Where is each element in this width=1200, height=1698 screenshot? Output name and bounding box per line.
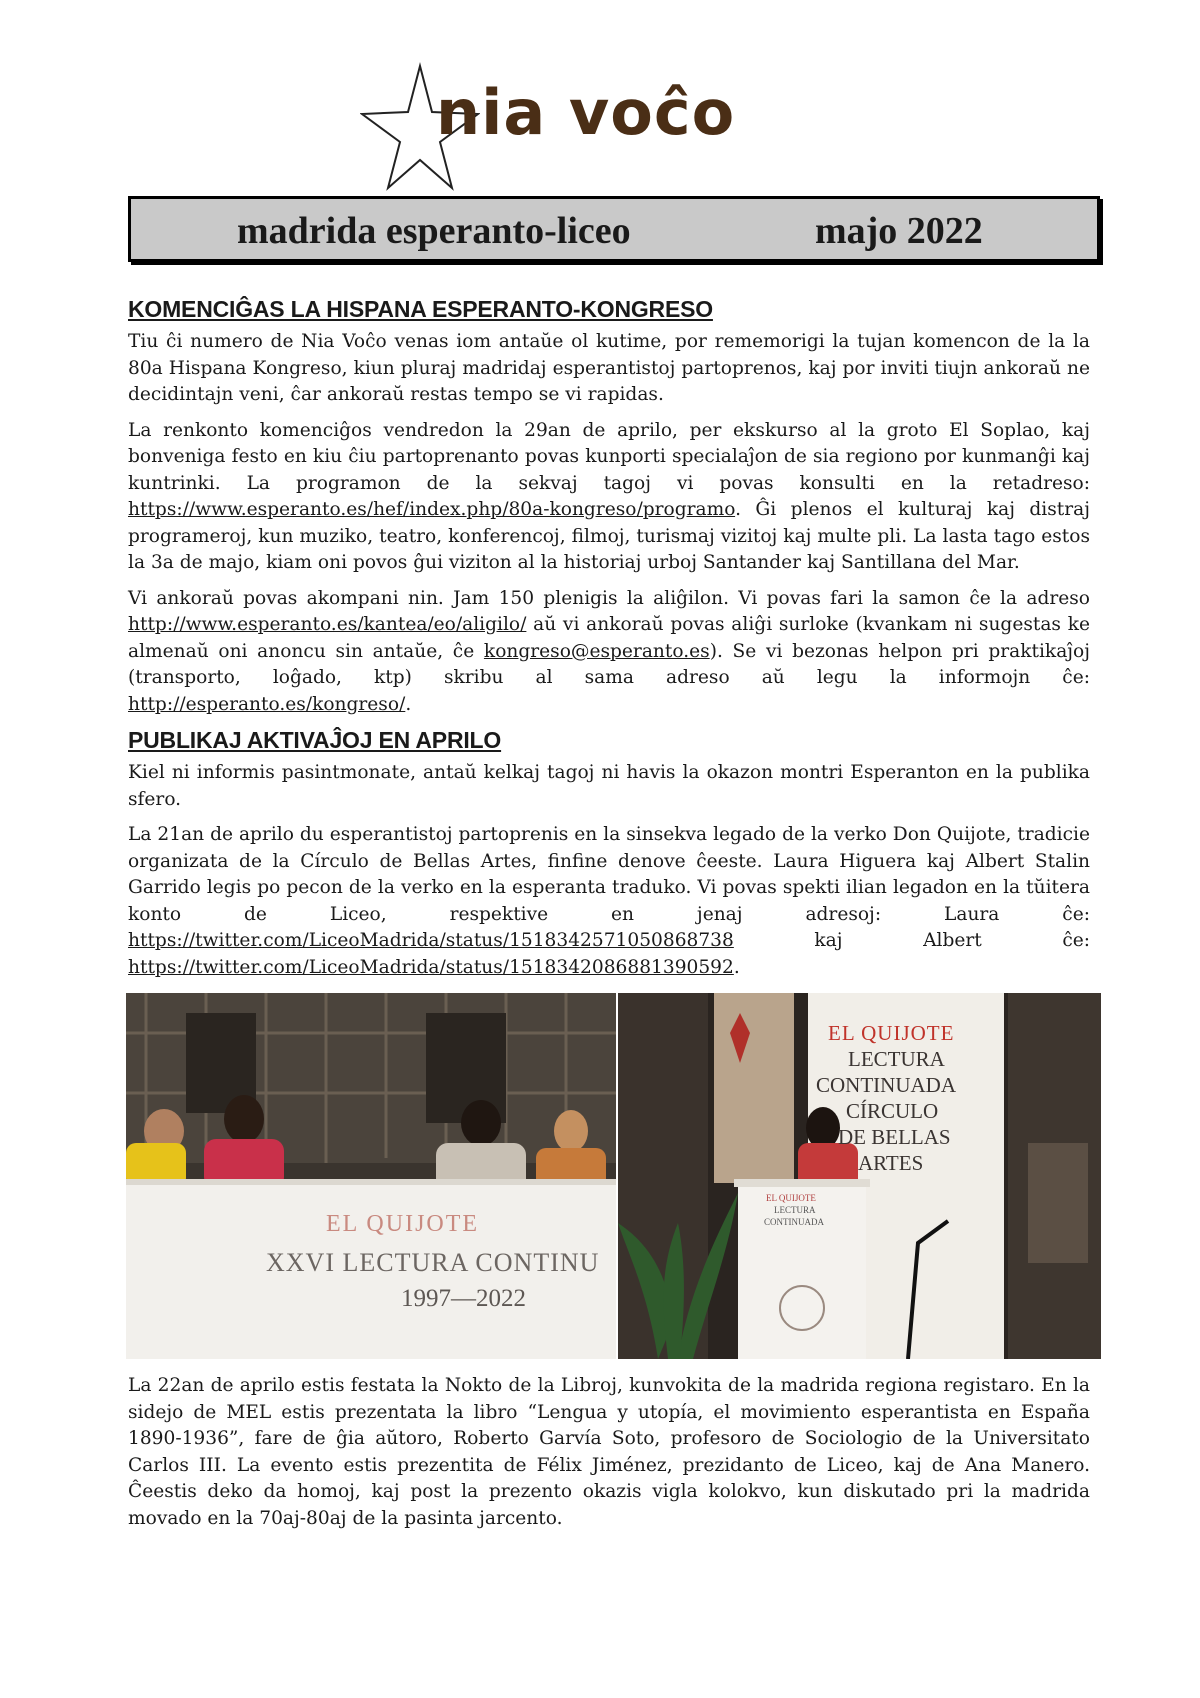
hyperlink[interactable]: https://twitter.com/LiceoMadrida/status/1518342571050868738 [128,930,734,951]
banner-line-circulo: CÍRCULO [846,1099,939,1123]
text-run: La renkonto komenciĝos vendredon la 29an de aprilo, per ekskurso al la groto El Soplao, kaj bonveniga festo en kiu ĉiu partoprenanto povas kunporti specialaĵon de sia regiono por kunmanĝi kaj kuntrinki. La programon de la sekvaj tagoj vi povas konsulti en la retadreso: [128,419,1090,494]
paragraph [128,586,1090,719]
closing-paragraph [128,1373,1090,1532]
paragraph [128,329,1090,409]
masthead-title: nia voĉo [436,76,736,149]
title-banner [128,196,1100,262]
section-public-activities [128,727,1090,981]
text-run: . [405,693,412,715]
text-run: Tiu ĉi numero de Nia Voĉo venas iom antaŭe ol kutime, por rememorigi la tujan komencon de la la 80a Hispana Kongreso, kiun pluraj madridaj esperantistoj partoprenos, kaj por inviti tiujn ankoraŭ ne decidintajn veni, ĉar ankoraŭ restas tempo se vi rapidas. [128,331,1090,405]
banner-line-de-bellas: DE BELLAS [838,1125,951,1149]
text-run: . [733,956,740,978]
paragraph [128,760,1090,813]
issue-date: majo 2022 [815,210,983,252]
section-heading: KOMENCIĜAS LA HISPANA ESPERANTO-KONGRESO [128,296,713,322]
banner-line-el-quijote: EL QUIJOTE [828,1021,955,1045]
podium-line-continuada: CONTINUADA [764,1217,824,1227]
podium-line-lectura: LECTURA [774,1205,816,1215]
text-run: kaj Albert ĉe: [733,930,1090,951]
text-run: ). Se vi bezonas helpon pri praktikaĵoj (transporto, loĝado, ktp) skribu al sama adreso aŭ legu la informojn ĉe: [128,640,1090,688]
text-run: aŭ vi ankoraŭ povas aliĝi surloke (kvankam ni sugestas ke almenaŭ oni anoncu sin antaŭe, ĉe [128,614,1090,662]
photo-speaker-podium [618,993,1101,1359]
section-congress [128,296,1090,718]
hyperlink[interactable]: http://esperanto.es/kongreso/ [128,693,406,715]
sign-lectura-continua: XXVI LECTURA CONTINU [266,1248,600,1277]
banner-line-artes: ARTES [858,1151,924,1175]
sign-el-quijote: EL QUIJOTE [326,1211,480,1237]
hyperlink[interactable]: https://www.esperanto.es/hef/index.php/80a-kongreso/programo [128,499,736,520]
banner-line-continuada: CONTINUADA [816,1073,956,1097]
photo-reading-table [126,993,616,1359]
paragraph [128,822,1090,981]
text-run: . Ĝi plenos el kulturaj kaj distraj programeroj, kun muziko, teatro, konferencoj, filmoj, turismaj vizitoj kaj multe pli. La lasta tago estos la 3a de majo, kiam oni povos ĝui viziton al la historiaj urboj Santander kaj Santillana del Mar. [128,499,1090,573]
hyperlink[interactable]: http://www.esperanto.es/kantea/eo/aligilo/ [128,614,527,635]
hyperlink[interactable]: https://twitter.com/LiceoMadrida/status/1518342086881390592 [128,956,734,978]
text-run: La 22an de aprilo estis festata la Nokto de la Libroj, kunvokita de la madrida regiona registaro. En la sidejo de MEL estis prezentata la libro “Lengua y utopía, el movimiento esperantista en España 1890-1936”, fare de ĝia aŭtoro, Roberto Garvía Soto, profesoro de Sociologio de la Universitato Carlos III. La evento estis prezentita de Félix Jiménez, prezidanto de Liceo, kaj de Ana Manero. Ĉeestis deko da homoj, kaj post la prezento okazis vigla kolokvo, kun diskutado pri la madrida movado en la 70aj-80aj de la pasinta jarcento. [128,1375,1090,1529]
article-content [128,296,1090,1541]
text-run: Vi ankoraŭ povas akompani nin. Jam 150 plenigis la aliĝilon. Vi povas fari la samon ĉe la adreso [128,587,1090,609]
podium-line-el-quijote: EL QUIJOTE [766,1193,816,1203]
organization-name: madrida esperanto-liceo [237,210,631,252]
text-run: La 21an de aprilo du esperantistoj partoprenis en la sinsekva legado de la verko Don Quijote, tradicie organizata de la Círculo de Bellas Artes, finfine denove ĉeeste. Laura Higuera kaj Albert Stalin Garrido legis po pecon de la verko en la esperanta traduko. Vi povas spekti ilian legadon en la tŭitera konto de Liceo, respektive en jenaj adresoj: Laura ĉe: [128,824,1090,925]
text-run: Kiel ni informis pasintmonate, antaŭ kelkaj tagoj ni havis la okazon montri Esperanton en la publika sfero. [128,762,1090,810]
banner-line-lectura: LECTURA [848,1047,945,1071]
hyperlink[interactable]: kongreso@esperanto.es [483,640,710,662]
paragraph [128,418,1090,577]
photo-left-scene [126,993,616,1359]
photo-row [126,993,1101,1359]
section-heading: PUBLIKAJ AKTIVAĴOJ EN APRILO [128,727,502,753]
masthead [360,62,780,202]
sign-years: 1997—2022 [401,1285,526,1312]
